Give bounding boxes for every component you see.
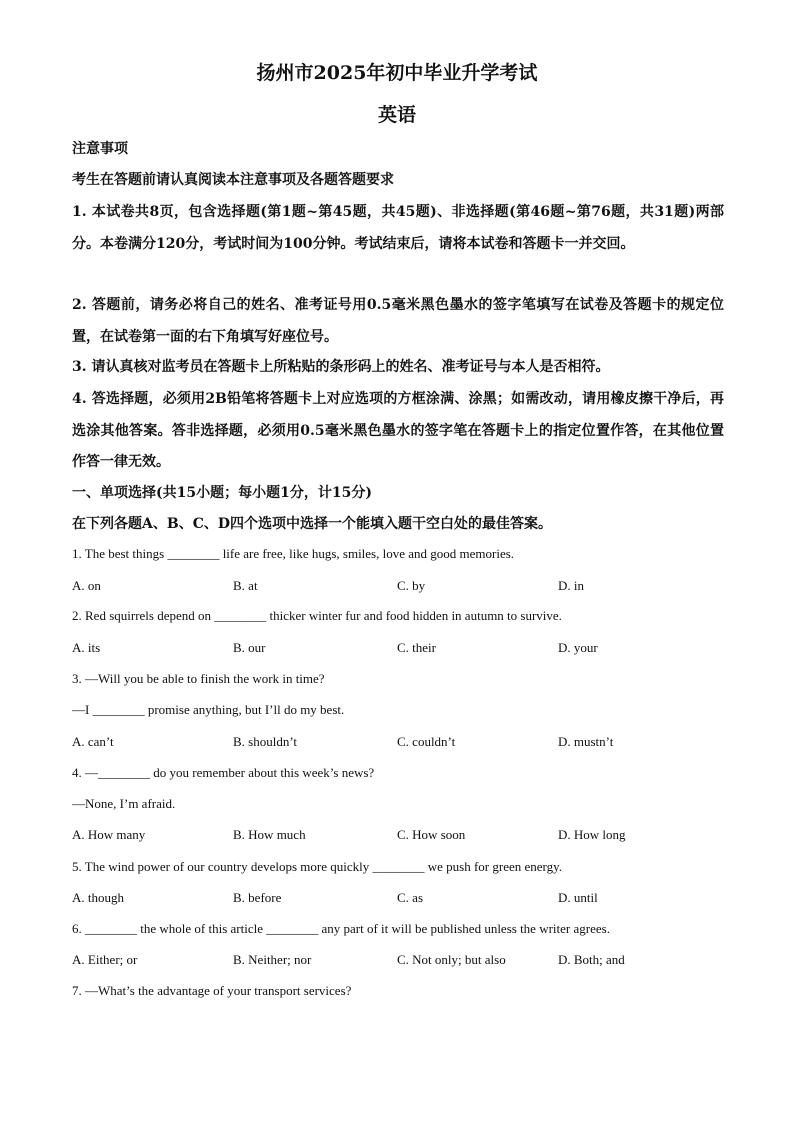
question-4-option-a: A. How many: [72, 827, 146, 842]
question-5-option-d: D. until: [558, 890, 598, 905]
notice-intro: 考生在答题前请认真阅读本注意事项及各题答题要求: [72, 172, 394, 188]
question-4-stem: 4. —________ do you remember about this week’s news?: [72, 765, 375, 780]
question-2-option-c: C. their: [397, 640, 436, 655]
question-5-stem: 5. The wind power of our country develops more quickly ________ we push for green energy.: [72, 859, 563, 874]
notice-heading: 注意事项: [72, 141, 128, 157]
section-instruction: 在下列各题A、B、C、D四个选项中选择一个能填入题干空白处的最佳答案。: [72, 516, 552, 532]
question-7-stem: 7. —What’s the advantage of your transport services?: [72, 983, 352, 998]
question-1-option-c: C. by: [397, 578, 426, 593]
question-3-option-d: D. mustn’t: [558, 734, 614, 749]
question-5-option-a: A. though: [72, 890, 124, 905]
notice-item-1: 1. 本试卷共8页，包含选择题(第1题~第45题，共45题)、非选择题(第46题~第76题，共31题)两部分。本卷满分120分，考试时间为100分钟。考试结束后，请将本试卷和答题卡一并交回。: [72, 204, 724, 252]
question-4-option-b: B. How much: [233, 827, 306, 842]
notice-item-3: 3. 请认真核对监考员在答题卡上所粘贴的条形码上的姓名、准考证号与本人是否相符。: [72, 359, 610, 375]
exam-title: 扬州市2025年初中毕业升学考试: [256, 62, 538, 84]
question-3-stem: 3. —Will you be able to finish the work in time?: [72, 671, 325, 686]
question-1-option-b: B. at: [233, 578, 258, 593]
notice-item-2: 2. 答题前，请务必将自己的姓名、准考证号用0.5毫米黑色墨水的签字笔填写在试卷及答题卡的规定位置，在试卷第一面的右下角填写好座位号。: [72, 297, 724, 345]
question-6-option-c: C. Not only; but also: [397, 952, 506, 967]
section-heading: 一、单项选择(共15小题；每小题1分，计15分): [72, 485, 372, 501]
question-3-option-a: A. can’t: [72, 734, 114, 749]
subject-title: 英语: [377, 104, 416, 126]
question-1-stem: 1. The best things ________ life are free, like hugs, smiles, love and good memories.: [72, 546, 515, 561]
question-4-stem-line-2: —None, I’m afraid.: [72, 796, 176, 811]
question-2-option-b: B. our: [233, 640, 266, 655]
question-6-option-d: D. Both; and: [558, 952, 625, 967]
question-1-option-a: A. on: [72, 578, 101, 593]
question-2-option-d: D. your: [558, 640, 598, 655]
question-6-stem: 6. ________ the whole of this article ________ any part of it will be published unless the writer agrees.: [72, 921, 610, 936]
question-6-option-a: A. Either; or: [72, 952, 138, 967]
question-3-stem-line-2: —I ________ promise anything, but I’ll do my best.: [72, 702, 345, 717]
question-5-option-c: C. as: [397, 890, 423, 905]
question-1-option-d: D. in: [558, 578, 584, 593]
question-4-option-d: D. How long: [558, 827, 626, 842]
question-6-option-b: B. Neither; nor: [233, 952, 312, 967]
question-5-option-b: B. before: [233, 890, 282, 905]
question-4-option-c: C. How soon: [397, 827, 466, 842]
question-3-option-b: B. shouldn’t: [233, 734, 298, 749]
question-2-stem: 2. Red squirrels depend on ________ thicker winter fur and food hidden in autumn to survive.: [72, 608, 562, 623]
notice-item-4: 4. 答选择题，必须用2B铅笔将答题卡上对应选项的方框涂满、涂黑；如需改动，请用橡皮擦干净后，再选涂其他答案。答非选择题，必须用0.5毫米黑色墨水的签字笔在答题卡上的指定位置作答，在其他位置作答一律无效。: [72, 391, 724, 470]
question-2-option-a: A. its: [72, 640, 101, 655]
question-3-option-c: C. couldn’t: [397, 734, 456, 749]
